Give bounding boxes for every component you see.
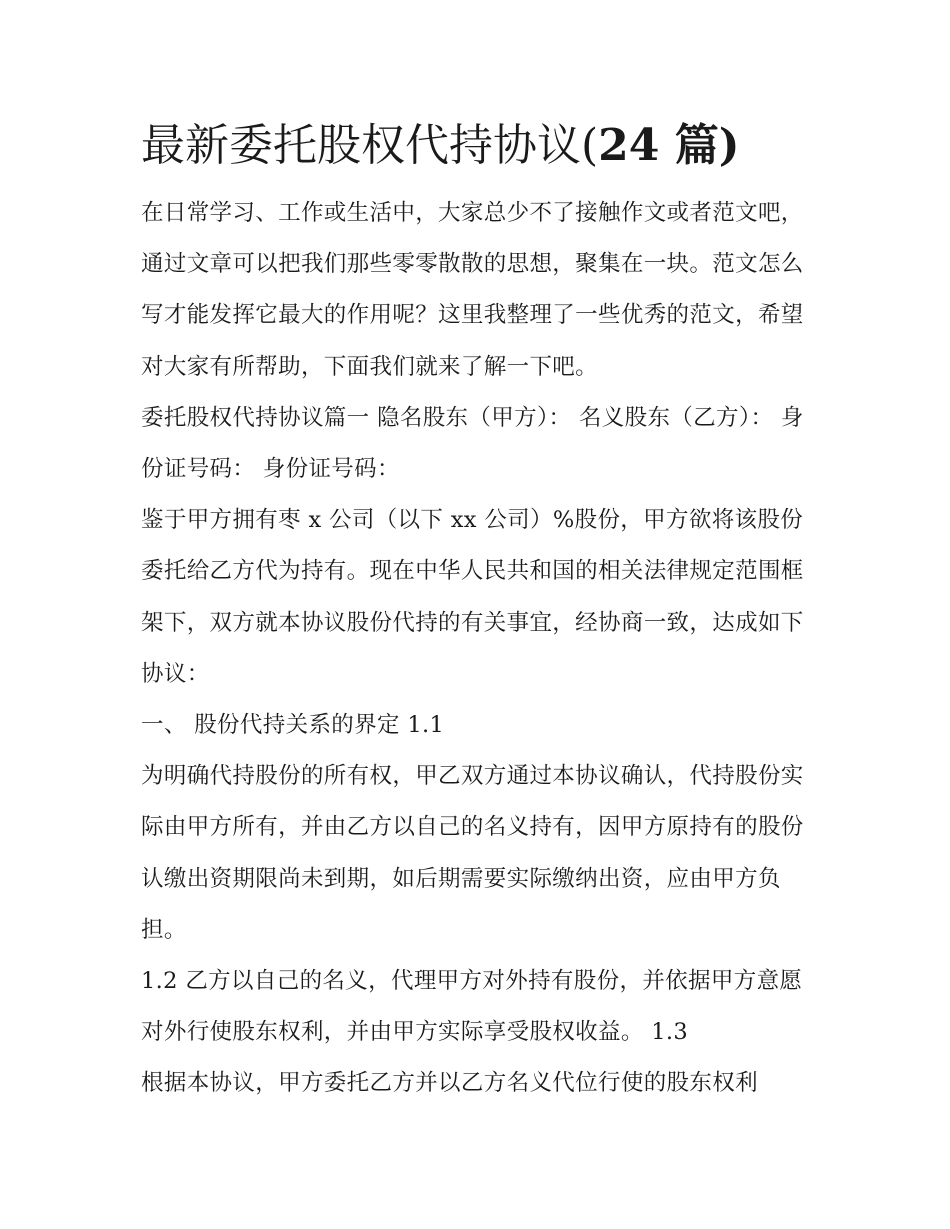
title-suffix: 篇) <box>659 120 740 171</box>
title-prefix: 最新委托股权代持协议( <box>141 120 599 171</box>
document-title <box>141 112 813 180</box>
parties-paragraph: 委托股权代持协议篇一 隐名股东（甲方）： 名义股东（乙方）： 身份证号码： 身份证号码： <box>141 404 804 483</box>
intro-paragraph: 在日常学习、工作或生活中，大家总少不了接触作文或者范文吧，通过文章可以把我们那些零零散散的思想，聚集在一块。范文怎么写才能发挥它最大的作用呢？这里我整理了一些优秀的范文，希望对大家有所帮助，下面我们就来了解一下吧。 <box>141 200 804 380</box>
whereas-paragraph: 鉴于甲方拥有枣 x 公司（以下 xx 公司）%股份，甲方欲将该股份委托给乙方代为持有。现在中华人民共和国的相关法律规定范围框架下，双方就本协议股份代持的有关事宜，经协商一致，达成如下协议： <box>141 507 804 687</box>
title-count: 24 <box>598 120 660 171</box>
clause-1-3-paragraph: 根据本协议，甲方委托乙方并以乙方名义代位行使的股东权利 <box>141 1070 758 1097</box>
section-heading: 一、 股份代持关系的界定 1.1 <box>141 712 445 739</box>
clause-1-2-paragraph: 1.2 乙方以自己的名义，代理甲方对外持有股份，并依据甲方意愿对外行使股东权利，并由甲方实际享受股权收益。 1.3 <box>141 968 803 1046</box>
document-page <box>141 112 813 1110</box>
clause-1-1-paragraph: 为明确代持股份的所有权，甲乙双方通过本协议确认，代持股份实际由甲方所有，并由乙方以自己的名义持有，因甲方原持有的股份认缴出资期限尚未到期，如后期需要实际缴纳出资，应由甲方负担。 <box>141 763 804 943</box>
